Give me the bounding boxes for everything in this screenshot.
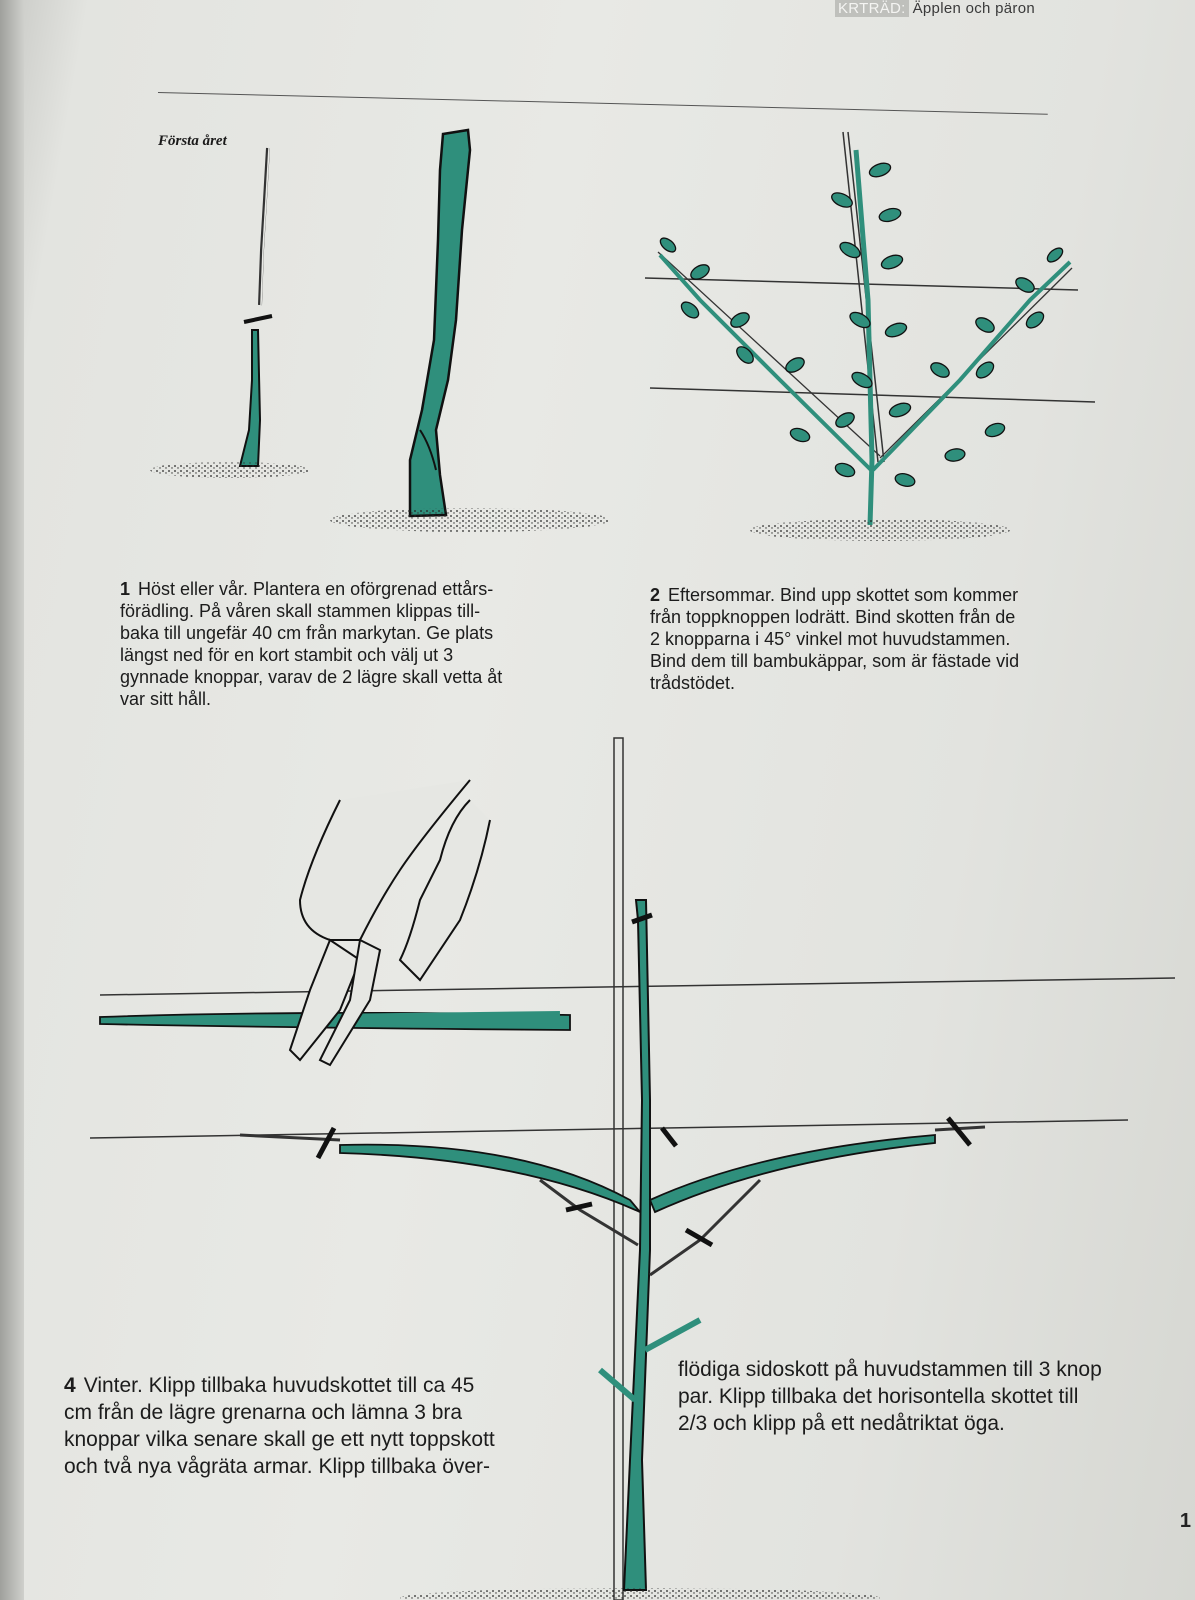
figure-1-label: Första året (158, 133, 227, 149)
figure-2-late-summer (645, 132, 1095, 541)
caption-4-continued (678, 1356, 1188, 1437)
figure-1-first-year (150, 130, 610, 532)
caption-1 (120, 578, 610, 710)
soil-2 (750, 519, 1010, 541)
caption-1-line-6: var sitt håll. (120, 689, 212, 709)
right-arm-shoot (873, 262, 1070, 470)
caption-2-line-5: trådstödet. (650, 673, 736, 693)
trunk-closeup (410, 130, 470, 516)
caption-2 (650, 584, 1120, 694)
soil-4 (400, 1588, 880, 1600)
page-number: 1 (1179, 1510, 1191, 1532)
left-arm (340, 1145, 640, 1212)
caption-2-line-3: 2 knopparna i 45° vinkel mot huvudstammen. (650, 629, 1011, 649)
cut-mark-1 (244, 316, 272, 322)
caption-4b-line-3: 2/3 och klipp på ett nedåtriktat öga. (678, 1412, 1005, 1435)
young-stem (240, 330, 260, 466)
caption-1-number: 1 (120, 579, 131, 599)
left-arm-shoot (660, 255, 871, 470)
caption-1-line-3: baka till ungefär 40 cm från markytan. Ge plats (120, 623, 494, 643)
caption-1-line-4: längst ned för en kort stambit och välj ut 3 (120, 645, 454, 665)
soil-1a (150, 462, 310, 478)
caption-4-line-4: och två nya vågräta armar. Klipp tillbaka över- (64, 1455, 491, 1478)
soil-1b (330, 508, 610, 532)
caption-2-line-2: från toppknoppen lodrätt. Bind skotten från de (650, 607, 1016, 627)
caption-2-line-4: Bind dem till bambukäppar, som är fästade vid (650, 651, 1020, 671)
caption-4b-line-1: flödiga sidoskott på huvudstammen till 3 knop (678, 1358, 1102, 1381)
right-arm (650, 1135, 935, 1212)
caption-4-line-1: 4 Vinter. Klipp tillbaka huvudskottet till ca 45 (64, 1374, 475, 1397)
caption-1-line-5: gynnade knoppar, varav de 2 lägre skall vetta åt (120, 667, 503, 687)
caption-1-line-1: 1 Höst eller vår. Plantera en oförgrenad ettårs- (120, 579, 494, 599)
caption-4-line-3: knoppar vilka senare skall ge ett nytt toppskott (64, 1428, 495, 1451)
caption-2-number: 2 (650, 585, 661, 605)
wire-2-upper (645, 278, 1078, 290)
caption-2-line-1: 2 Eftersommar. Bind upp skottet som kommer (650, 585, 1019, 605)
caption-4-line-2: cm från de lägre grenarna och lämna 3 bra (64, 1401, 463, 1424)
caption-1-line-2: förädling. På våren skall stammen klippas till- (120, 601, 481, 621)
caption-4 (64, 1372, 624, 1480)
caption-4-number: 4 (64, 1374, 76, 1397)
header-section-title: Äpplen och päron (912, 0, 1035, 17)
wire-4-upper (100, 978, 1175, 995)
caption-4b-line-2: par. Klipp tillbaka det horisontella skottet till (678, 1385, 1079, 1408)
header-section-highlight: KRTRÄD: (835, 0, 909, 17)
